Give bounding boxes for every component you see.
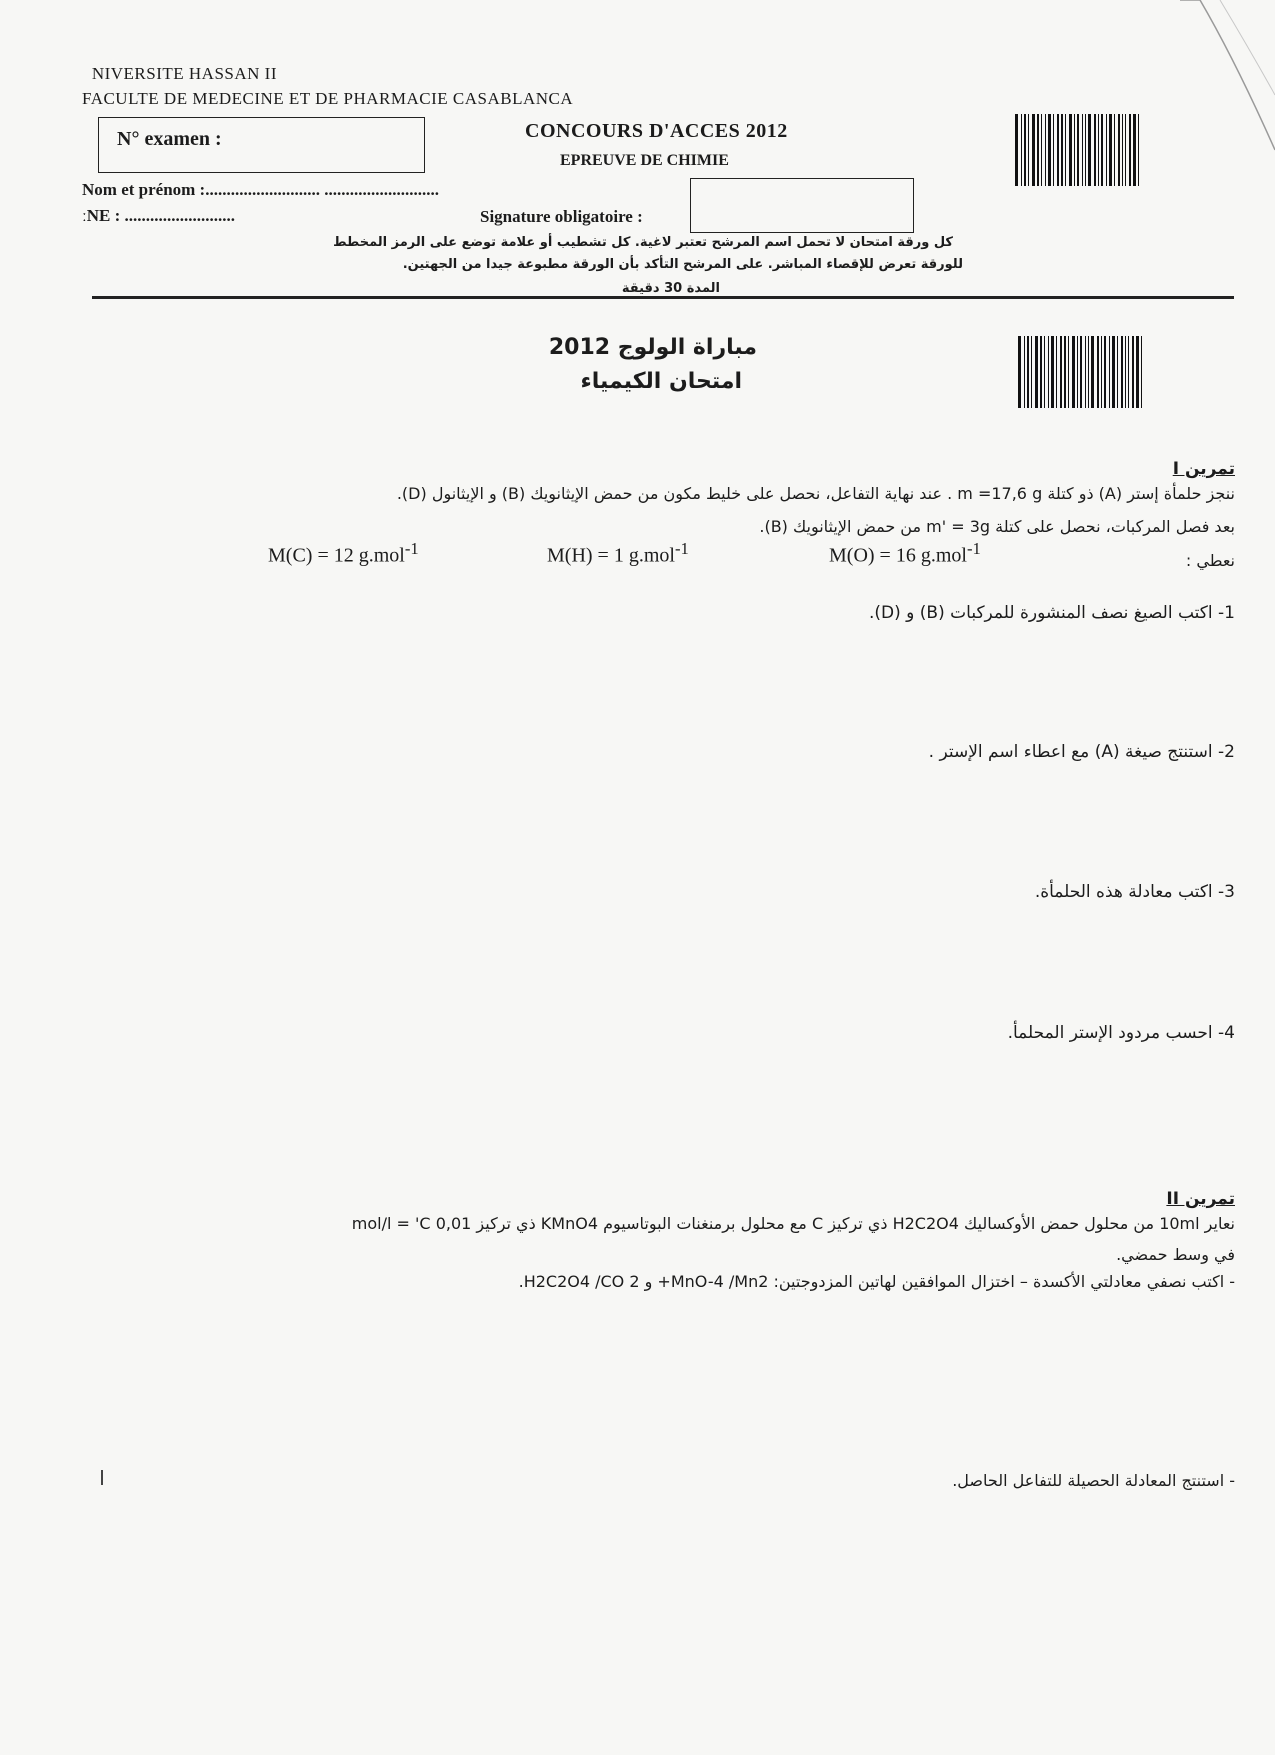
barcode-bottom [1018,336,1161,408]
barcode-bar [1024,336,1025,408]
mass-carbon [268,539,419,568]
contest-title: CONCOURS D'ACCES 2012 [525,120,788,142]
page-fold-mark [1180,0,1275,220]
barcode-bar [1056,336,1057,408]
barcode-top [1015,114,1160,186]
barcode-bar [1109,114,1112,186]
barcode-bar [1121,336,1123,408]
barcode-bar [1028,114,1029,186]
notice-line-2: للورقة تعرض للإقصاء المباشر. على المرشح التأكد بأن الورقة مطبوعة جيدا من الجهتين. [402,257,963,272]
barcode-bar [1032,114,1035,186]
barcode-bar [1128,336,1129,408]
barcode-bar [1104,336,1106,408]
barcode-bar [1044,336,1045,408]
barcode-bar [1041,114,1042,186]
exercise-1-statement-1: ننجز حلمأة إستر (A) ذو كتلة m =17,6 g . عند نهاية التفاعل، نحصل على خليط مكون من حمض الإيثانويك (B) و الإيثانول (D). [396,484,1235,503]
barcode-bar [1018,336,1021,408]
cne-field-label: ːNE : .......................... [82,206,235,225]
barcode-bar [1069,114,1072,186]
barcode-bar [1048,114,1051,186]
barcode-bar [1068,336,1069,408]
mass-carbon-exp: -1 [404,539,419,558]
mass-hydrogen [547,539,689,568]
question-3: 3- اكتب معادلة هذه الحلمأة. [1034,882,1235,902]
barcode-bar [1136,336,1139,408]
barcode-bar [1106,114,1107,186]
header-divider [92,296,1234,299]
barcode-bar [1051,336,1054,408]
exercise-1-statement-2: بعد فصل المركبات، نحصل على كتلة m' = 3g من حمض الإيثانويك (B). [759,517,1235,536]
barcode-bar [1125,114,1126,186]
barcode-bar [1085,336,1086,408]
barcode-bar [1061,114,1063,186]
duration-note: المدة 30 دقيقة [621,281,720,296]
faculty-name: FACULTE DE MEDECINE ET DE PHARMACIE CASABLANCA [82,89,574,108]
mass-hydrogen-text: M(H) = 1 g.mol [547,544,675,567]
barcode-bar [1077,114,1079,186]
barcode-bar [1021,114,1022,186]
barcode-bar [1125,336,1126,408]
university-name: ɪNIVERSITE HASSAN II [82,64,277,83]
exercise-2-statement-1: نعاير 10ml من محلول حمض الأوكساليك H2C2O4 ذي تركيز C مع محلول برمنغنات البوتاسيوم KMnO4 ذي تركيز 0,01 mol/l = 'C [351,1214,1235,1233]
exam-number-box[interactable] [98,117,425,173]
exercise-2-task-1: - اكتب نصفي معادلتي الأكسدة – اختزال الموافقين لهاتين المزدوجتين: MnO-4 /Mn2+ و H2C2O4 /CO 2. [518,1272,1235,1291]
exercise-2-statement-2: في وسط حمضي. [1116,1245,1235,1264]
exercise-2-task-2: - استنتج المعادلة الحصيلة للتفاعل الحاصل. [952,1471,1235,1490]
barcode-bar [1048,336,1049,408]
question-1: 1- اكتب الصيغ نصف المنشورة للمركبات (B) و (D). [868,603,1235,623]
barcode-bar [1060,336,1062,408]
title-line-2: امتحان الكيمياء [580,369,742,394]
barcode-bar [1080,336,1082,408]
barcode-bar [1031,336,1032,408]
barcode-bar [1133,114,1136,186]
barcode-bar [1118,114,1120,186]
barcode-bar [1098,114,1099,186]
barcode-bar [1024,114,1026,186]
barcode-bar [1101,336,1102,408]
mass-hydrogen-exp: -1 [674,539,689,558]
margin-mark [101,1470,103,1485]
question-2: 2- استنتج صيغة (A) مع اعطاء اسم الإستر . [928,742,1235,762]
barcode-bar [1088,336,1089,408]
barcode-bar [1088,114,1091,186]
given-label: نعطي : [1185,551,1235,570]
barcode-bar [1057,114,1059,186]
barcode-bar [1077,336,1078,408]
test-title: EPREUVE DE CHIMIE [560,152,729,169]
signature-box[interactable] [690,178,914,233]
barcode-bar [1085,114,1086,186]
barcode-bar [1082,114,1083,186]
barcode-bar [1138,114,1139,186]
barcode-bar [1040,336,1042,408]
barcode-bar [1053,114,1054,186]
barcode-bar [1045,114,1046,186]
title-line-1: مباراة الولوج 2012 [548,335,757,360]
barcode-bar [1114,114,1115,186]
name-field-label: Nom et prénom :........................... ........................... [82,180,439,199]
notice-line-1: كل ورقة امتحان لا تحمل اسم المرشح تعتبر لاغية. كل تشطيب أو علامة توضع على الرمز المخطط [333,235,953,250]
barcode-bar [1122,114,1123,186]
mass-oxygen [829,539,981,568]
mass-carbon-text: M(C) = 12 g.mol [268,544,405,567]
barcode-bar [1109,336,1110,408]
barcode-bar [1065,114,1066,186]
exercise-1-heading: تمرين I [1172,459,1235,479]
barcode-bar [1015,114,1018,186]
barcode-bar [1117,336,1118,408]
barcode-bar [1129,114,1131,186]
barcode-bar [1072,336,1075,408]
barcode-bar [1132,336,1134,408]
barcode-bar [1027,336,1029,408]
barcode-bar [1074,114,1075,186]
barcode-bar [1141,336,1142,408]
exercise-2-heading: تمرين II [1166,1189,1235,1209]
barcode-bar [1097,336,1099,408]
barcode-bar [1035,336,1038,408]
mass-oxygen-exp: -1 [966,539,981,558]
exam-number-label: N° examen : [117,128,222,150]
question-4: 4- احسب مردود الإستر المحلمأ. [1007,1023,1235,1043]
signature-label: Signature obligatoire : [480,207,643,226]
barcode-bar [1064,336,1066,408]
barcode-bar [1037,114,1039,186]
barcode-bar [1101,114,1103,186]
barcode-bar [1094,114,1096,186]
barcode-bar [1091,336,1094,408]
barcode-bar [1112,336,1115,408]
mass-oxygen-text: M(O) = 16 g.mol [829,544,967,567]
